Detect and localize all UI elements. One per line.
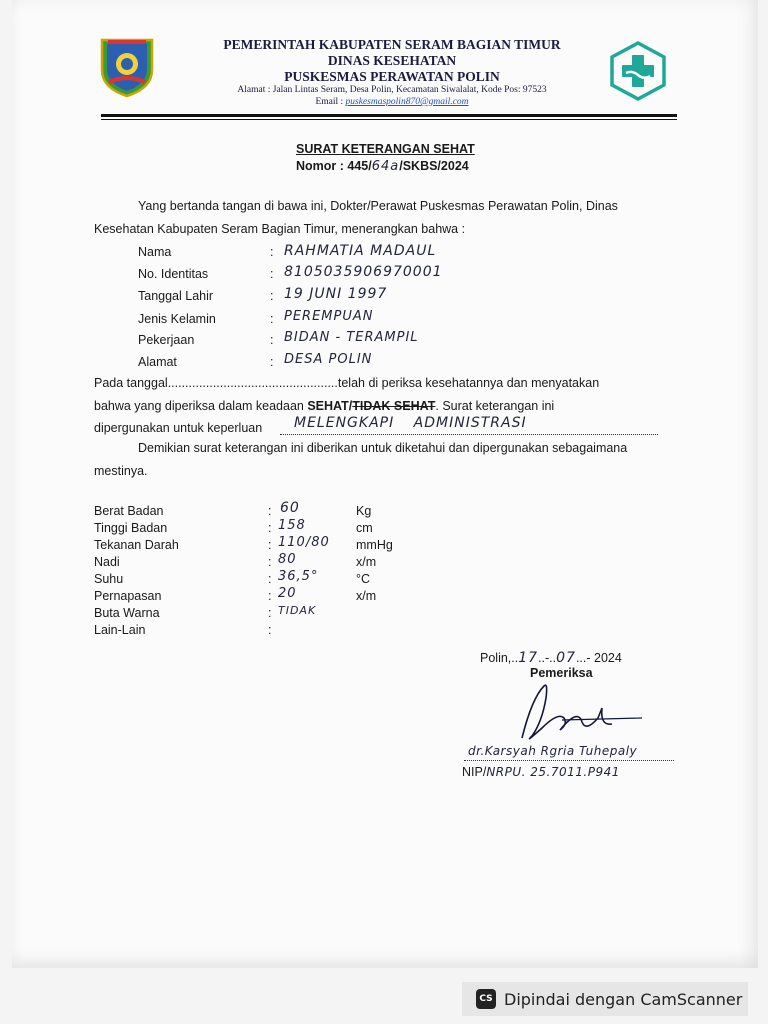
identity-value-dob: 19 JUNI 1997 bbox=[284, 286, 388, 302]
vital-colon: : bbox=[268, 572, 272, 586]
vital-label-height: Tinggi Badan bbox=[94, 521, 168, 535]
exam-line-2 bbox=[94, 399, 554, 413]
exam-line-1 bbox=[94, 376, 694, 390]
identity-value-id: 8105035906970001 bbox=[284, 264, 443, 280]
puskesmas-cross-logo bbox=[606, 40, 670, 102]
vital-label-resp: Pernapasan bbox=[94, 589, 162, 603]
vital-label-other: Lain-Lain bbox=[94, 623, 146, 637]
sign-date-row bbox=[480, 650, 622, 666]
vital-label-pulse: Nadi bbox=[94, 555, 120, 569]
vital-value-pulse: 80 bbox=[278, 552, 297, 567]
camscanner-text: Dipindai dengan CamScanner bbox=[504, 989, 743, 1009]
identity-label-job: Pekerjaan bbox=[138, 333, 195, 347]
sign-date-dots: ... bbox=[575, 651, 587, 665]
closing-line-2: mestinya. bbox=[94, 464, 148, 478]
document-title: SURAT KETERANGAN SEHAT bbox=[296, 142, 475, 156]
camscanner-icon: CS bbox=[476, 989, 496, 1009]
vital-colon: : bbox=[268, 589, 272, 603]
status-tidak-sehat-struck: TIDAK SEHAT bbox=[352, 399, 436, 413]
identity-colon: : bbox=[270, 333, 274, 347]
nip-label: NIP/ bbox=[462, 765, 487, 779]
header-line-1: PEMERINTAH KABUPATEN SERAM BAGIAN TIMUR bbox=[223, 37, 561, 52]
vital-value-colorblind: TIDAK bbox=[278, 604, 317, 617]
identity-value-name: RAHMATIA MADAUL bbox=[284, 243, 437, 259]
exam-line-2-rest: . Surat keterangan ini bbox=[435, 399, 555, 413]
sign-role: Pemeriksa bbox=[530, 666, 593, 680]
vital-label-colorblind: Buta Warna bbox=[94, 606, 160, 620]
sign-place: Polin, bbox=[480, 651, 512, 665]
vital-colon: : bbox=[268, 538, 272, 552]
camscanner-watermark bbox=[462, 982, 748, 1016]
identity-label-address: Alamat bbox=[138, 355, 177, 369]
status-sehat: SEHAT/ bbox=[307, 399, 353, 413]
identity-label-name: Nama bbox=[138, 245, 172, 259]
identity-label-dob: Tanggal Lahir bbox=[138, 289, 214, 303]
vital-colon: : bbox=[268, 606, 272, 620]
vital-unit-resp: x/m bbox=[356, 589, 377, 603]
intro-line-2: Kesehatan Kabupaten Seram Bagian Timur, menerangkan bahwa : bbox=[94, 222, 466, 236]
exam-date-label: Pada tanggal bbox=[94, 376, 168, 390]
vital-unit-weight: Kg bbox=[356, 504, 372, 518]
identity-colon: : bbox=[270, 312, 274, 326]
document-page bbox=[12, 0, 758, 968]
vital-colon: : bbox=[268, 504, 272, 518]
number-suffix: /SKBS/2024 bbox=[399, 159, 469, 173]
vital-colon: : bbox=[268, 623, 272, 637]
vital-value-bp: 110/80 bbox=[278, 535, 330, 550]
examiner-name: dr.Karsyah Rgria Tuhepaly bbox=[468, 744, 638, 758]
identity-colon: : bbox=[270, 355, 274, 369]
header-line-3: PUSKESMAS PERAWATAN POLIN bbox=[284, 69, 500, 84]
sign-date-sep: ..-.. bbox=[538, 651, 557, 665]
vital-value-weight: 60 bbox=[280, 500, 300, 516]
header-divider-thin bbox=[101, 119, 677, 120]
sign-day: 17 bbox=[518, 650, 539, 666]
intro-line-1: Yang bertanda tangan di bawa ini, Dokter/Perawat Puskesmas Perawatan Polin, Dinas bbox=[138, 199, 618, 213]
vital-label-weight: Berat Badan bbox=[94, 504, 164, 518]
vital-label-bp: Tekanan Darah bbox=[94, 538, 179, 552]
email-label: Email : bbox=[315, 97, 344, 107]
identity-value-job: BIDAN - TERAMPIL bbox=[284, 330, 419, 345]
identity-label-id: No. Identitas bbox=[138, 267, 209, 281]
identity-colon: : bbox=[270, 245, 274, 259]
identity-value-gender: PEREMPUAN bbox=[284, 309, 374, 324]
sign-month: 07 bbox=[556, 650, 576, 666]
exam-line-1-rest: telah di periksa kesehatannya dan menyatakan bbox=[337, 376, 600, 390]
exam-date-dots: ................................................. bbox=[167, 376, 338, 390]
examiner-name-underline bbox=[464, 760, 674, 761]
sign-year: - 2024 bbox=[586, 651, 622, 665]
vital-colon: : bbox=[268, 555, 272, 569]
vital-unit-bp: mmHg bbox=[356, 538, 393, 552]
number-prefix: Nomor : 445/ bbox=[296, 159, 372, 173]
header-line-2: DINAS KESEHATAN bbox=[327, 53, 457, 68]
vital-unit-height: cm bbox=[356, 521, 373, 535]
vital-unit-temp: °C bbox=[356, 572, 371, 586]
vital-value-temp: 36,5° bbox=[278, 569, 319, 584]
identity-colon: : bbox=[270, 267, 274, 281]
nip-value: NRPU. 25.7011.P941 bbox=[486, 765, 620, 779]
exam-condition-label: bahwa yang diperiksa dalam keadaan bbox=[94, 399, 308, 413]
header-email-row bbox=[162, 97, 622, 107]
sign-date-dots: .. bbox=[511, 651, 519, 665]
purpose-label: dipergunakan untuk keperluan bbox=[94, 421, 263, 435]
document-number bbox=[296, 159, 469, 174]
identity-label-gender: Jenis Kelamin bbox=[138, 312, 216, 326]
number-handwritten: 64a bbox=[371, 159, 400, 174]
vital-value-height: 158 bbox=[278, 518, 306, 533]
email-link[interactable]: puskesmaspolin870@gmail.com bbox=[345, 97, 469, 107]
identity-value-address: DESA POLIN bbox=[284, 352, 373, 367]
vital-value-resp: 20 bbox=[278, 586, 297, 601]
vital-label-temp: Suhu bbox=[94, 572, 124, 586]
identity-colon: : bbox=[270, 289, 274, 303]
vital-colon: : bbox=[268, 521, 272, 535]
header-address: Alamat : Jalan Lintas Seram, Desa Polin, Kecamatan Siwalalat, Kode Pos: 97523 bbox=[237, 85, 547, 95]
purpose-handwritten: MELENGKAPI ADMINISTRASI bbox=[294, 415, 527, 431]
vital-unit-pulse: x/m bbox=[356, 555, 377, 569]
closing-line-1: Demikian surat keterangan ini diberikan untuk diketahui dan dipergunakan sebagaimana bbox=[138, 441, 628, 455]
signature-scribble bbox=[502, 678, 652, 748]
header-divider-thick bbox=[101, 114, 677, 117]
regency-shield-logo bbox=[96, 36, 158, 98]
exam-line-3 bbox=[94, 421, 262, 435]
examiner-nip-row bbox=[462, 765, 620, 779]
